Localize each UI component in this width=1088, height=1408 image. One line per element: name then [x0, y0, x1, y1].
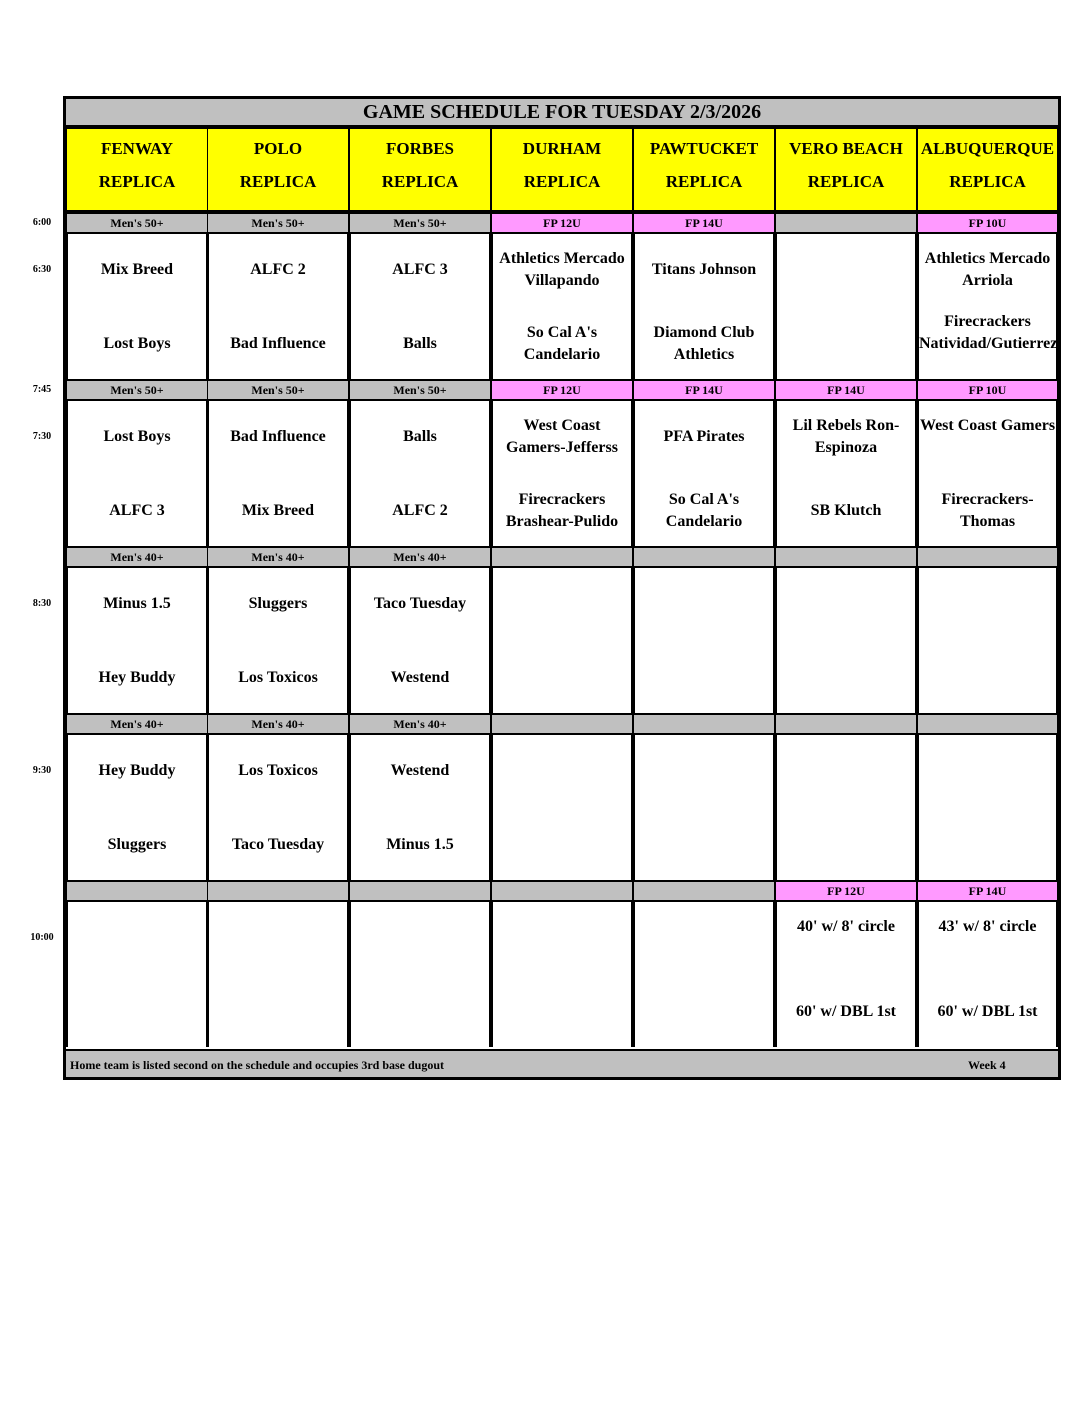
division-bar: [491, 713, 633, 735]
home-team: Lost Boys: [103, 335, 171, 352]
field-name: FENWAY: [100, 139, 174, 158]
field-name: ALBUQUERQUE: [920, 139, 1055, 158]
game-cell: [775, 902, 917, 1047]
field-sub: REPLICA: [665, 172, 743, 191]
division-bar: [775, 212, 917, 234]
field-sub: REPLICA: [523, 172, 601, 191]
away-team: Bad Influence: [230, 428, 326, 445]
away-team: Hey Buddy: [98, 762, 176, 779]
home-team: So Cal A's Candelario: [523, 324, 601, 363]
division-bar: [633, 713, 775, 735]
game-cell: [775, 735, 917, 880]
table-left-border: [63, 127, 66, 1049]
game-cell: [349, 902, 491, 1047]
home-team: Hey Buddy: [98, 669, 176, 686]
home-team: Balls: [403, 335, 437, 352]
away-team: Mix Breed: [100, 261, 174, 278]
division-bar: FP 14U: [633, 212, 775, 234]
division-bar: Men's 50+: [349, 379, 491, 401]
division-bar: [66, 880, 208, 902]
division-bar: FP 14U: [917, 880, 1058, 902]
game-cell: [491, 234, 633, 379]
game-cell: [633, 568, 775, 713]
field-name: VERO BEACH: [789, 139, 903, 158]
away-team: ALFC 3: [392, 261, 448, 278]
game-cell: [491, 568, 633, 713]
home-team: Taco Tuesday: [231, 836, 325, 853]
field-name: DURHAM: [522, 139, 602, 158]
game-cell: [633, 902, 775, 1047]
field-sub: REPLICA: [98, 172, 176, 191]
footer-note: Home team is listed second on the schedule and occupies 3rd base dugout: [70, 1058, 445, 1072]
table-right-border: [1058, 127, 1061, 1049]
schedule-title: GAME SCHEDULE FOR TUESDAY 2/3/2026: [63, 96, 1061, 127]
home-team: Westend: [390, 669, 450, 686]
division-bar: [207, 880, 349, 902]
division-bar: Men's 50+: [207, 379, 349, 401]
footer-bar: [63, 1049, 1061, 1080]
field-sub: REPLICA: [949, 172, 1026, 191]
game-cell: [775, 234, 917, 379]
away-team: Athletics Mercado Arriola: [924, 250, 1051, 289]
game-cell: [349, 234, 491, 379]
game-cell: [491, 902, 633, 1047]
division-bar: Men's 40+: [207, 546, 349, 568]
game-cell: [349, 735, 491, 880]
division-bar: FP 14U: [633, 379, 775, 401]
away-team: West Coast Gamers: [919, 417, 1056, 434]
field-header-6: [917, 127, 1058, 212]
away-team: Los Toxicos: [238, 762, 318, 779]
away-team: Sluggers: [248, 595, 308, 612]
field-header-2: [349, 127, 491, 212]
division-bar: [775, 546, 917, 568]
away-team: West Coast Gamers-Jefferss: [506, 417, 618, 456]
home-team: ALFC 2: [392, 502, 448, 519]
home-team: 60' w/ DBL 1st: [795, 1003, 896, 1020]
game-cell: [207, 902, 349, 1047]
home-team: Firecrackers-Thomas: [941, 491, 1034, 530]
division-bar: Men's 40+: [349, 713, 491, 735]
game-cell: [633, 401, 775, 546]
field-name: POLO: [253, 139, 303, 158]
away-team: Minus 1.5: [103, 595, 171, 612]
home-team: Minus 1.5: [386, 836, 454, 853]
away-team: Titans Johnson: [651, 261, 757, 278]
field-sub: REPLICA: [381, 172, 459, 191]
game-cell: [917, 902, 1058, 1047]
division-bar: Men's 50+: [66, 212, 208, 234]
division-bar: FP 14U: [775, 379, 917, 401]
home-team: So Cal A's Candelario: [665, 491, 743, 530]
game-time-label: 10:00: [30, 932, 54, 943]
bar-time-label: 7:45: [32, 384, 52, 395]
away-team: Westend: [390, 762, 450, 779]
game-cell: [917, 735, 1058, 880]
game-cell: [207, 568, 349, 713]
home-team: SB Klutch: [810, 502, 882, 519]
division-bar: Men's 50+: [66, 379, 208, 401]
game-cell: [207, 735, 349, 880]
game-cell: [207, 234, 349, 379]
game-cell: [66, 234, 208, 379]
home-team: Diamond Club Athletics: [653, 324, 755, 363]
away-team: 40' w/ 8' circle: [797, 918, 895, 935]
game-time-label: 9:30: [32, 765, 52, 776]
division-bar: Men's 50+: [349, 212, 491, 234]
game-cell: [66, 902, 208, 1047]
home-team: Mix Breed: [241, 502, 315, 519]
away-team: Athletics Mercado Villapando: [499, 250, 625, 289]
field-header-1: [207, 127, 349, 212]
division-bar: [633, 546, 775, 568]
home-team: Firecrackers Natividad/Gutierrez: [919, 313, 1058, 352]
field-sub: REPLICA: [807, 172, 885, 191]
game-cell: [66, 401, 208, 546]
away-team: 43' w/ 8' circle: [938, 918, 1037, 935]
home-team: ALFC 3: [109, 502, 165, 519]
division-bar: [633, 880, 775, 902]
home-team: 60' w/ DBL 1st: [937, 1003, 1038, 1020]
division-bar: Men's 40+: [66, 713, 208, 735]
division-bar: Men's 40+: [66, 546, 208, 568]
game-time-label: 6:30: [32, 264, 52, 275]
division-bar: Men's 40+: [207, 713, 349, 735]
division-bar: Men's 50+: [207, 212, 349, 234]
division-bar: [491, 546, 633, 568]
game-cell: [633, 735, 775, 880]
game-cell: [775, 401, 917, 546]
division-bar: Men's 40+: [349, 546, 491, 568]
away-team: ALFC 2: [250, 261, 306, 278]
game-cell: [349, 401, 491, 546]
game-cell: [207, 401, 349, 546]
game-cell: [66, 568, 208, 713]
home-team: Los Toxicos: [238, 669, 318, 686]
home-team: Bad Influence: [230, 335, 326, 352]
field-header-4: [633, 127, 775, 212]
division-bar: FP 12U: [491, 379, 633, 401]
game-cell: [491, 735, 633, 880]
game-time-label: 7:30: [32, 431, 52, 442]
field-header-5: [775, 127, 917, 212]
game-time-label: 8:30: [32, 598, 52, 609]
game-cell: [349, 568, 491, 713]
game-cell: [917, 401, 1058, 546]
game-cell: [917, 568, 1058, 713]
home-team: Sluggers: [107, 836, 167, 853]
game-cell: [633, 234, 775, 379]
division-bar: [775, 713, 917, 735]
game-cell: [491, 401, 633, 546]
home-team: Firecrackers Brashear-Pulido: [505, 491, 619, 530]
division-bar: [917, 713, 1058, 735]
division-bar: [491, 880, 633, 902]
division-bar: FP 10U: [917, 379, 1058, 401]
division-bar: FP 12U: [491, 212, 633, 234]
field-header-0: [66, 127, 208, 212]
division-bar: [917, 546, 1058, 568]
division-bar: FP 12U: [775, 880, 917, 902]
division-bar: [349, 880, 491, 902]
away-team: Lost Boys: [103, 428, 171, 445]
game-cell: [66, 735, 208, 880]
division-bar: FP 10U: [917, 212, 1058, 234]
field-name: FORBES: [385, 139, 455, 158]
away-team: PFA Pirates: [663, 428, 745, 445]
game-cell: [917, 234, 1058, 379]
away-team: Taco Tuesday: [373, 595, 467, 612]
field-header-3: [491, 127, 633, 212]
away-team: Lil Rebels Ron-Espinoza: [792, 417, 900, 456]
field-name: PAWTUCKET: [649, 139, 759, 158]
game-cell: [775, 568, 917, 713]
away-team: Balls: [403, 428, 437, 445]
bar-time-label: 6:00: [32, 217, 52, 228]
footer-week: Week 4: [968, 1058, 1006, 1072]
field-sub: REPLICA: [239, 172, 317, 191]
